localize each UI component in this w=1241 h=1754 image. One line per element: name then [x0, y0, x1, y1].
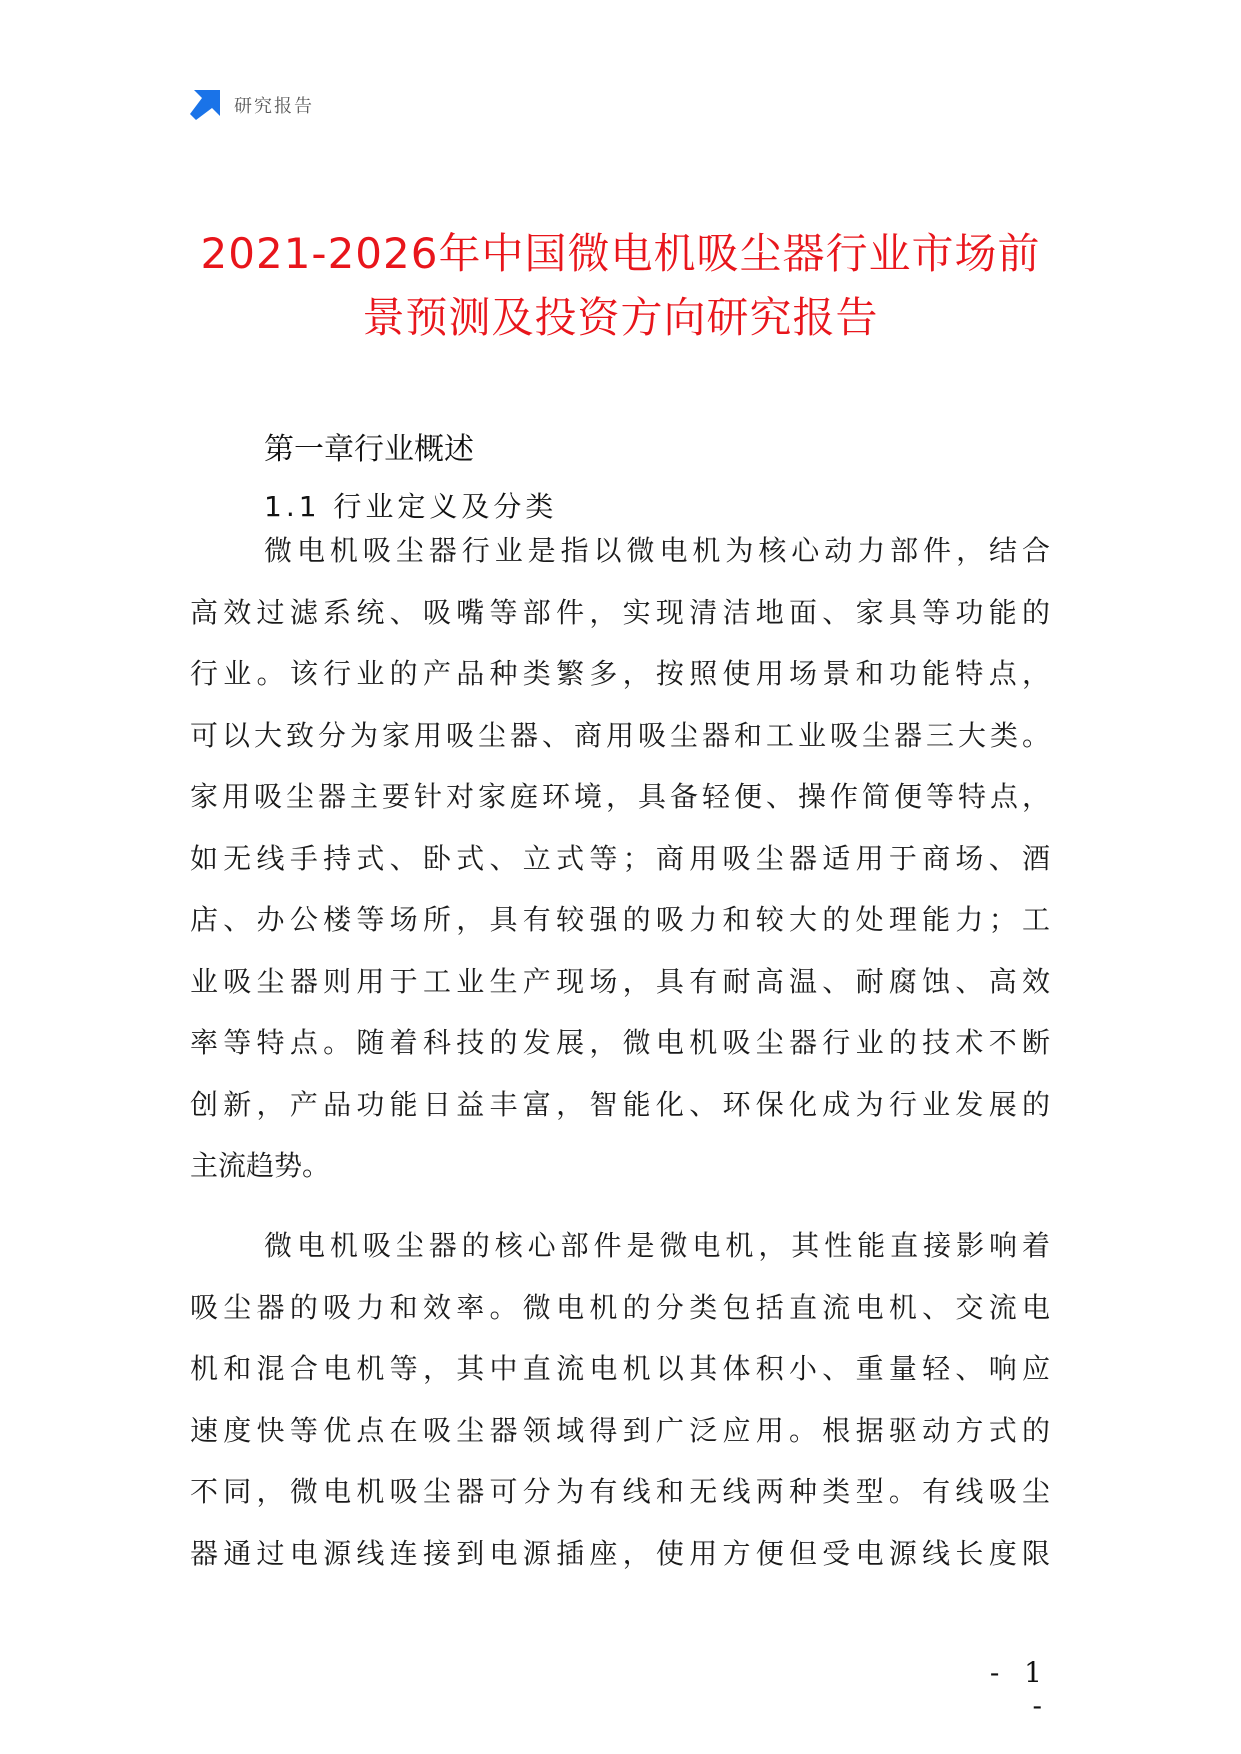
paragraph-line: 率等特点。随着科技的发展，微电机吸尘器行业的技术不断: [190, 1026, 1050, 1059]
page-number: - 1 -: [989, 1656, 1050, 1722]
chapter-heading: 第一章行业概述: [264, 432, 474, 467]
report-header: [190, 88, 314, 122]
title-line-1: 2021-2026年中国微电机吸尘器行业市场前: [200, 229, 1041, 278]
paragraph-line: 高效过滤系统、吸嘴等部件，实现清洁地面、家具等功能的: [190, 595, 1050, 629]
paragraph-1: [190, 520, 1050, 1197]
paragraph-line: 如无线手持式、卧式、立式等；商用吸尘器适用于商场、酒: [190, 841, 1050, 875]
paragraph-line: 微电机吸尘器行业是指以微电机为核心动力部件，结合: [264, 534, 1050, 567]
paragraph-line: 创新，产品功能日益丰富，智能化、环保化成为行业发展的: [190, 1087, 1050, 1121]
paragraph-line: 家用吸尘器主要针对家庭环境，具备轻便、操作简便等特点，: [190, 780, 1050, 813]
paragraph-line: 机和混合电机等，其中直流电机以其体积小、重量轻、响应: [190, 1352, 1050, 1385]
section-heading: 1.1 行业定义及分类: [264, 490, 558, 523]
paragraph-2: [190, 1215, 1050, 1584]
paragraph-line: 吸尘器的吸力和效率。微电机的分类包括直流电机、交流电: [190, 1290, 1050, 1324]
paragraph-line: 主流趋势。: [190, 1149, 331, 1182]
paragraph-line: 可以大致分为家用吸尘器、商用吸尘器和工业吸尘器三大类。: [190, 718, 1050, 752]
paragraph-line: 行业。该行业的产品种类繁多，按照使用场景和功能特点，: [190, 657, 1050, 690]
paragraph-line: 微电机吸尘器的核心部件是微电机，其性能直接影响着: [264, 1229, 1050, 1262]
paragraph-line: 不同，微电机吸尘器可分为有线和无线两种类型。有线吸尘: [190, 1475, 1050, 1508]
header-label: 研究报告: [234, 96, 314, 117]
paragraph-line: 业吸尘器则用于工业生产现场，具有耐高温、耐腐蚀、高效: [190, 964, 1050, 998]
arrow-up-right-icon: [190, 90, 220, 120]
paragraph-line: 店、办公楼等场所，具有较强的吸力和较大的处理能力；工: [190, 903, 1050, 936]
paragraph-line: 速度快等优点在吸尘器领域得到广泛应用。根据驱动方式的: [190, 1413, 1050, 1447]
title-line-2: 景预测及投资方向研究报告: [362, 293, 879, 342]
report-title: [150, 222, 1091, 350]
paragraph-line: 器通过电源线连接到电源插座，使用方便但受电源线长度限: [190, 1536, 1050, 1570]
